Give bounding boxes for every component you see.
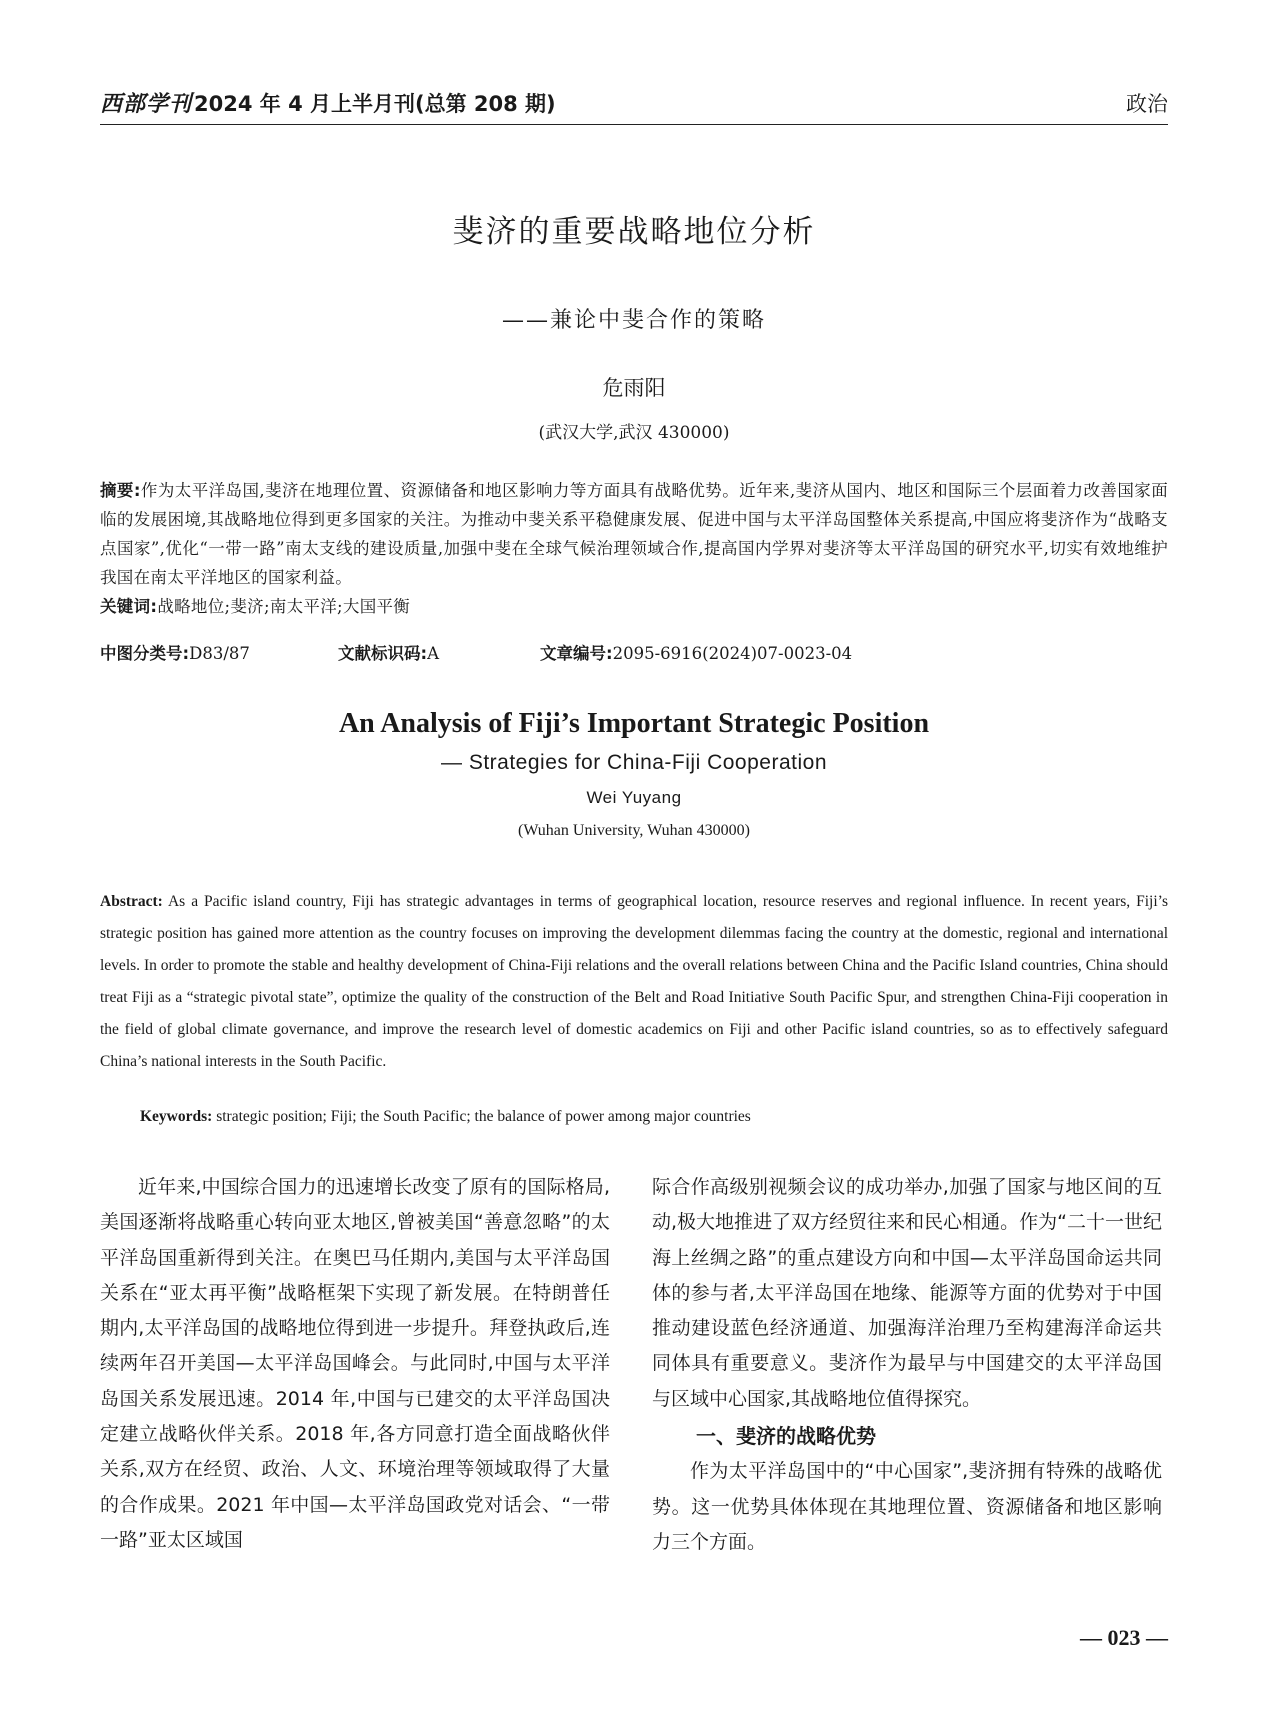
author-cn: 危雨阳 [602,376,666,400]
abstract-cn-text: 作为太平洋岛国,斐济在地理位置、资源储备和地区影响力等方面具有战略优势。近年来,斐济从国内、地区和国际三个层面着力改善国家面临的发展困境,其战略地位得到更多国家的关注。为推动中斐关系平稳健康发展、促进中国与太平洋岛国整体关系提高,中国应将斐济作为“战略支点国家”,优化“一带一路”南太支线的建设质量,加强中斐在全球气候治理领域合作,提高国内学界对斐济等太平洋岛国的研究水平,切实有效地维护我国在南太平洋地区的国家利益。 [100,481,1168,587]
running-header [100,86,1168,125]
keywords-cn-label: 关键词: [100,597,158,616]
journal-issue: 2024 年 4 月上半月刊(总第 208 期) [194,92,556,116]
abstract-en-label: Abstract: [100,893,163,910]
clc-number [100,640,250,664]
doc-code-label: 文献标识码: [338,644,428,663]
article-number [540,640,852,664]
abstract-en [100,886,1168,1078]
abstract-cn-label: 摘要: [100,481,141,500]
abstract-en-text: As a Pacific island country, Fiji has strategic advantages in terms of geographical location, resource reserves and regional influence. In recent years, Fiji’s strategic position has gained more attention as the country focuses on improving the development dilemmas facing the country at the domestic, regional and international levels. In order to promote the stable and healthy development of China-Fiji relations and the overall relations between China and the Pacific Island countries, China should treat Fiji as a “strategic pivotal state”, optimize the quality of the construction of the Belt and Road Initiative South Pacific Spur, and strengthen China-Fiji cooperation in the field of global climate governance, and improve the research level of domestic academics on Fiji and other Pacific island countries, so as to effectively safeguard China’s national interests in the South Pacific. [100,893,1168,1070]
keywords-en-label: Keywords: [140,1108,213,1125]
article-number-label: 文章编号: [540,644,613,663]
body-paragraph: 作为太平洋岛国中的“中心国家”,斐济拥有特殊的战略优势。这一优势具体体现在其地理位置、资源储备和地区影响力三个方面。 [652,1460,1162,1553]
body-column-right [652,1170,1162,1560]
doc-code-value: A [427,644,440,663]
journal-logo: 西部学刊 [100,91,193,117]
abstract-cn [100,476,1168,621]
affiliation-en: (Wuhan University, Wuhan 430000) [518,822,750,839]
clc-label: 中图分类号: [100,644,190,663]
section-heading: 一、斐济的战略优势 [696,1424,876,1449]
document-code [338,640,439,664]
keywords-en [140,1108,1168,1126]
article-number-value: 2095-6916(2024)07-0023-04 [612,644,853,663]
section-label: 政治 [1126,92,1168,116]
keywords-cn [100,592,1168,621]
title-en: An Analysis of Fiji’s Important Strategic Position [338,708,930,739]
subtitle-cn: ——兼论中斐合作的策略 [501,308,766,333]
body-paragraph: 近年来,中国综合国力的迅速增长改变了原有的国际格局,美国逐渐将战略重心转向亚太地区,曾被美国“善意忽略”的太平洋岛国重新得到关注。在奥巴马任期内,美国与太平洋岛国关系在“亚太再平衡”战略框架下实现了新发展。在特朗普任期内,太平洋岛国的战略地位得到进一步提升。拜登执政后,连续两年召开美国—太平洋岛国峰会。与此同时,中国与太平洋岛国关系发展迅速。2014 年,中国与已建交的太平洋岛国决定建立战略伙伴关系。2018 年,各方同意打造全面战略伙伴关系,双方在经贸、政治、人文、环境治理等领域取得了大量的合作成果。2021 年中国—太平洋岛国政党对话会、“一带一路”亚太区域国 [100,1176,610,1551]
journal-info [100,87,556,118]
clc-value: D83/87 [189,644,250,663]
body-column-left [100,1170,610,1558]
affiliation-cn: (武汉大学,武汉 430000) [538,423,730,443]
keywords-en-text: strategic position; Fiji; the South Pacific; the balance of power among major countries [216,1108,751,1125]
subtitle-en: — Strategies for China-Fiji Cooperation [441,751,827,774]
keywords-cn-text: 战略地位;斐济;南太平洋;大国平衡 [157,597,411,616]
body-paragraph: 际合作高级别视频会议的成功举办,加强了国家与地区间的互动,极大地推进了双方经贸往来和民心相通。作为“二十一世纪海上丝绸之路”的重点建设方向和中国—太平洋岛国命运共同体的参与者,太平洋岛国在地缘、能源等方面的优势对于中国推动建设蓝色经济通道、加强海洋治理乃至构建海洋命运共同体具有重要意义。斐济作为最早与中国建交的太平洋岛国与区域中心国家,其战略地位值得探究。 [652,1176,1162,1410]
title-cn: 斐济的重要战略地位分析 [452,214,816,250]
author-en: Wei Yuyang [586,788,682,807]
page-number: — 023 — [1080,1625,1168,1650]
abstract-cn-paragraph [100,476,1168,592]
